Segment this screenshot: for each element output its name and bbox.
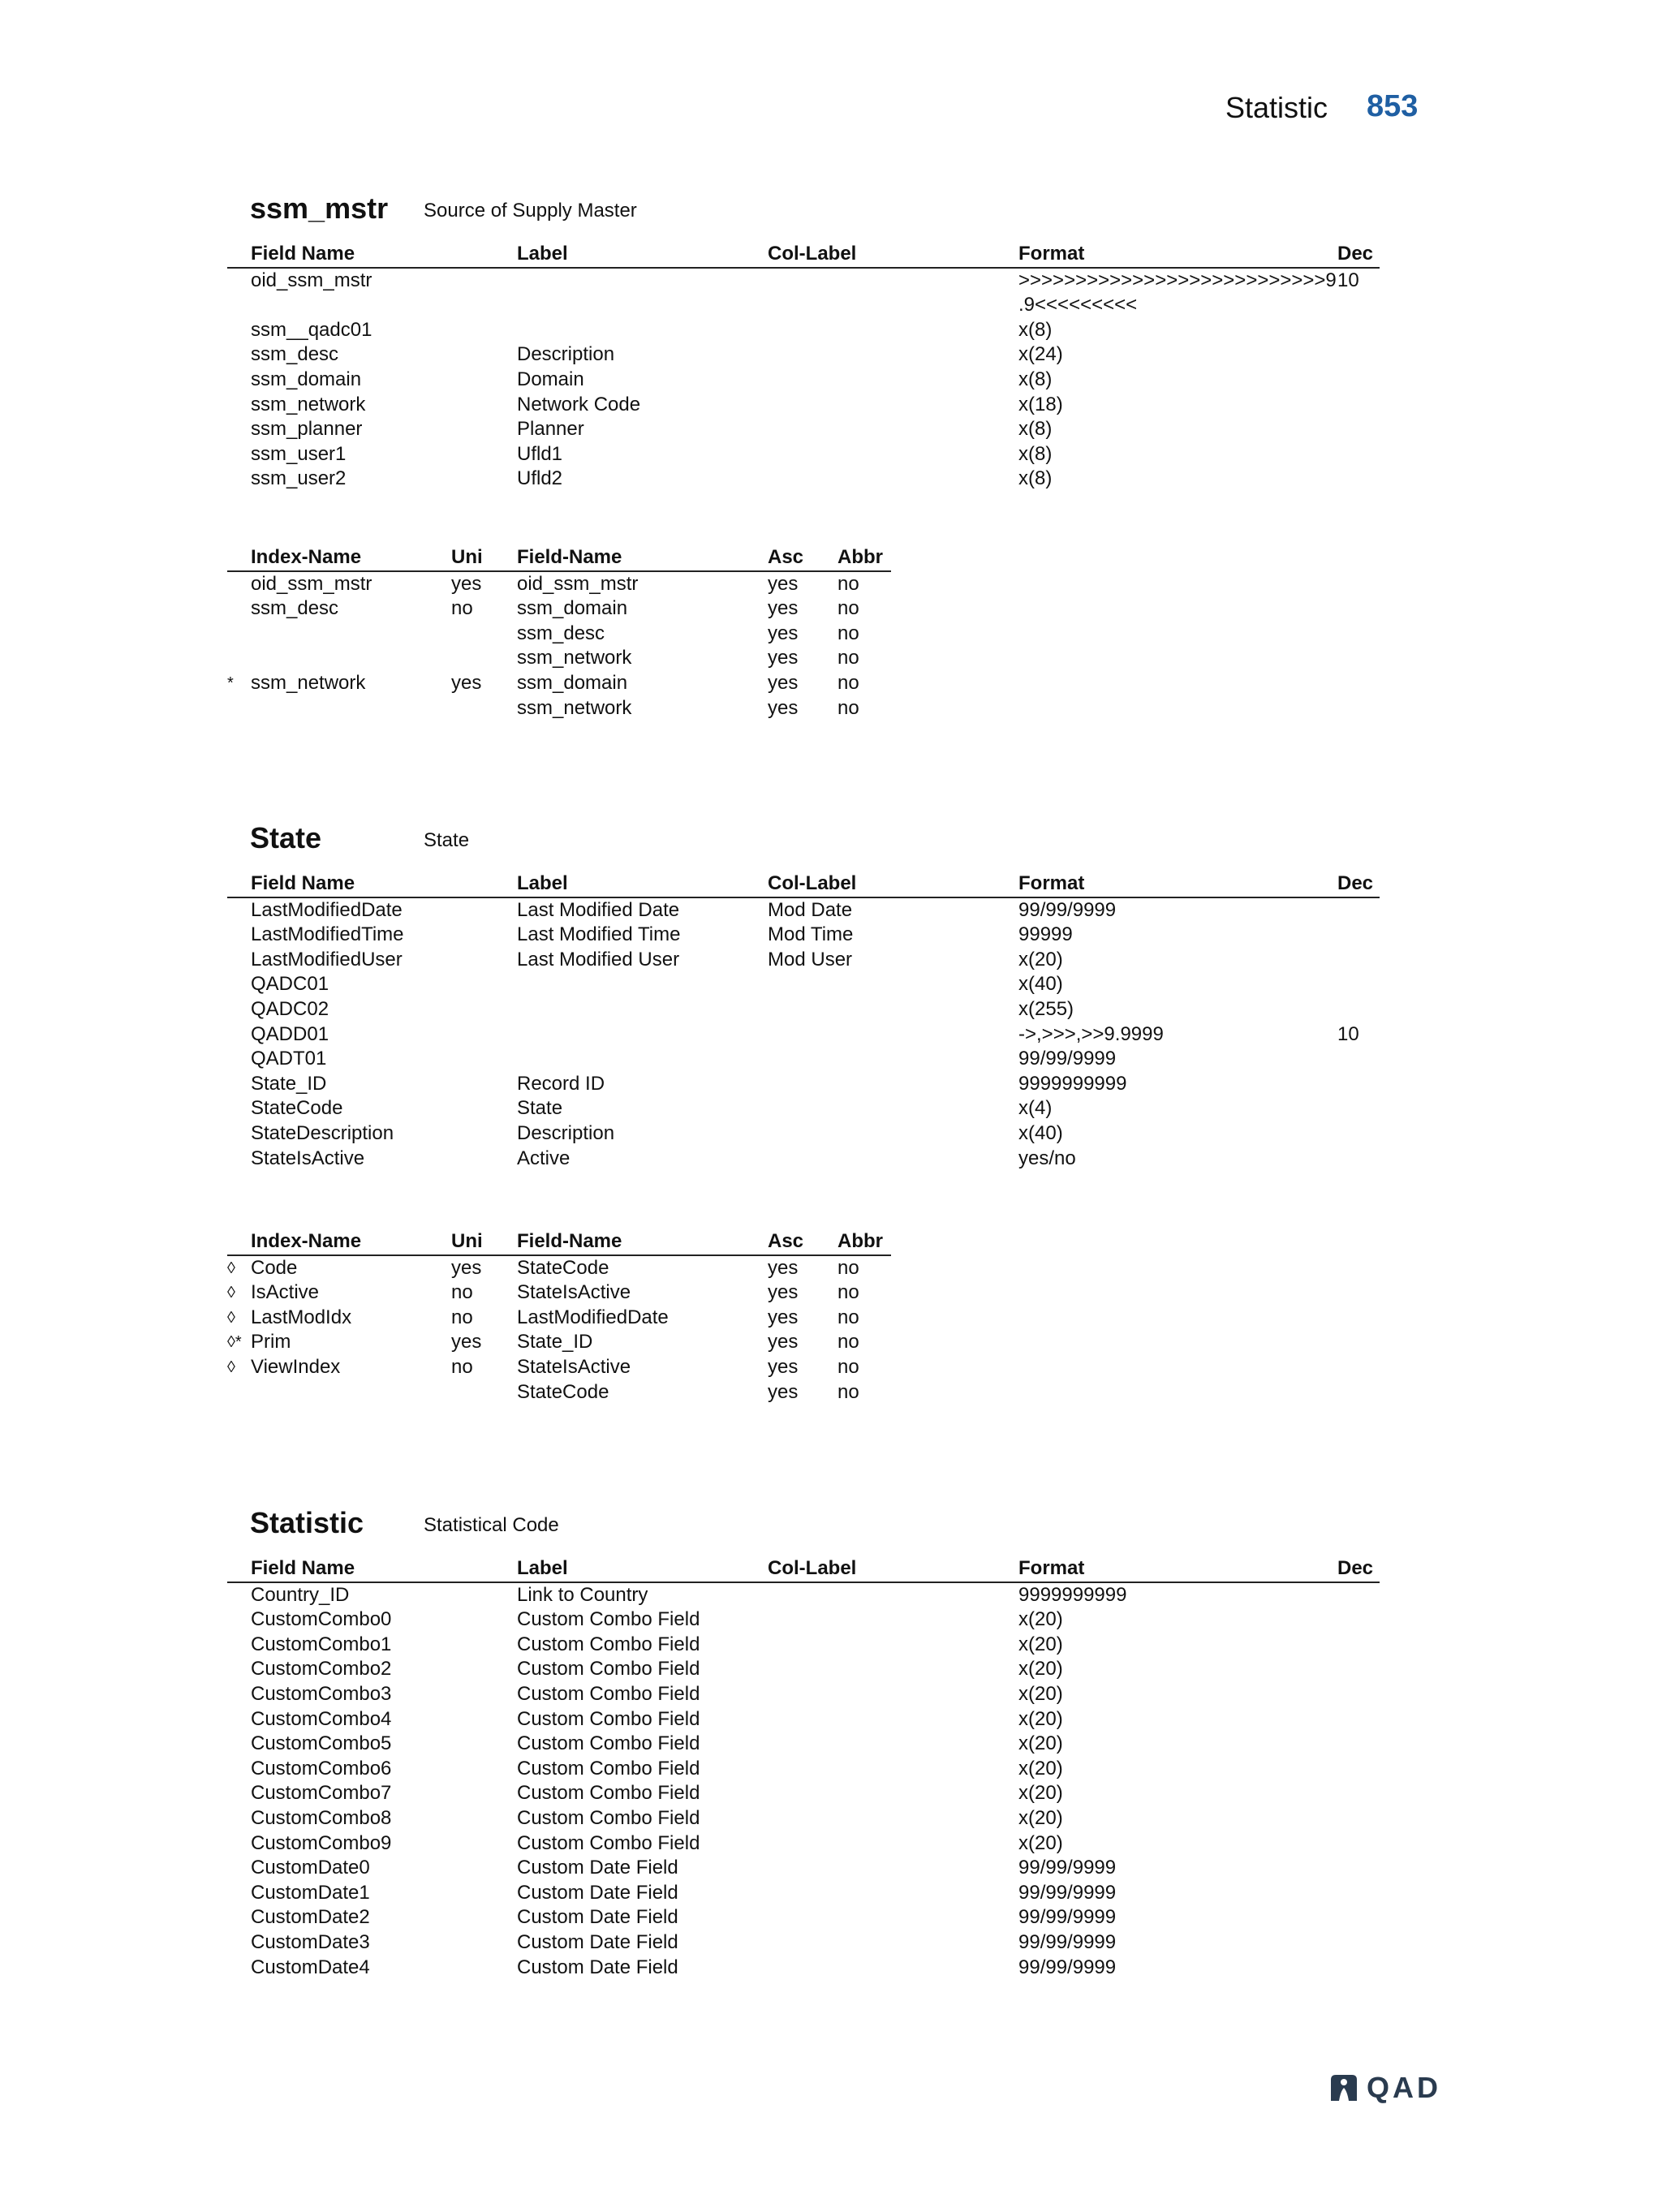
- index-abbr: no: [837, 597, 859, 620]
- field-label: Custom Combo Field: [517, 1658, 700, 1681]
- field-label: Domain: [517, 368, 584, 390]
- header-uni: Uni: [451, 546, 483, 568]
- table-row: [227, 572, 891, 597]
- field-name: CustomCombo8: [251, 1806, 392, 1829]
- index-asc: yes: [768, 572, 799, 595]
- index-field-name: StateCode: [517, 1380, 609, 1403]
- index-field-name: ssm_domain: [517, 671, 628, 694]
- index-asc: yes: [768, 1256, 799, 1279]
- index-table: [227, 1229, 891, 1405]
- field-format: >>>>>>>>>>>>>>>>>>>>>>>>>>>9: [1018, 269, 1337, 291]
- table-row: [227, 696, 891, 721]
- field-label: Custom Date Field: [517, 1930, 678, 1953]
- field-table: [227, 242, 1380, 492]
- field-name: CustomDate3: [251, 1930, 370, 1953]
- table-row: [227, 1881, 1380, 1906]
- index-field-name: ssm_domain: [517, 597, 628, 620]
- field-table: [227, 871, 1380, 1171]
- field-format: x(4): [1018, 1097, 1053, 1120]
- field-label: Custom Date Field: [517, 1881, 678, 1904]
- header-abbr: Abbr: [837, 1230, 883, 1252]
- index-asc: yes: [768, 1281, 799, 1304]
- field-label: Record ID: [517, 1072, 605, 1095]
- table-row: [227, 1072, 1380, 1097]
- index-asc: yes: [768, 597, 799, 620]
- field-label: Link to Country: [517, 1583, 648, 1606]
- field-label: Custom Combo Field: [517, 1682, 700, 1705]
- index-name: LastModIdx: [251, 1306, 352, 1328]
- header-field-name: Field Name: [251, 872, 355, 894]
- field-table: [227, 1556, 1380, 1980]
- field-format: x(24): [1018, 343, 1063, 366]
- header-format: Format: [1018, 872, 1085, 894]
- index-unique: yes: [451, 1256, 482, 1279]
- header-label: Label: [517, 1557, 568, 1579]
- table-row: [227, 1380, 891, 1405]
- index-abbr: no: [837, 622, 859, 644]
- field-format: x(20): [1018, 1682, 1063, 1705]
- table-row: [227, 442, 1380, 467]
- field-name: CustomCombo4: [251, 1707, 392, 1730]
- header-index-name: Index-Name: [251, 1230, 362, 1252]
- index-field-name: LastModifiedDate: [517, 1306, 669, 1328]
- table-description: Statistical Code: [424, 1514, 559, 1536]
- table-header-row: [227, 1556, 1380, 1583]
- index-asc: yes: [768, 1306, 799, 1328]
- field-name: CustomCombo0: [251, 1608, 392, 1631]
- field-format: x(20): [1018, 1782, 1063, 1805]
- header-dec: Dec: [1337, 872, 1374, 894]
- index-marker: ◊: [227, 1284, 235, 1302]
- index-name: ViewIndex: [251, 1355, 341, 1378]
- table-row: [227, 1781, 1380, 1806]
- table-row: [227, 948, 1380, 973]
- field-label: Planner: [517, 418, 584, 441]
- field-format: .9<<<<<<<<<: [1018, 294, 1138, 316]
- table-row: [227, 997, 1380, 1022]
- field-format: x(20): [1018, 1633, 1063, 1655]
- field-label: Network Code: [517, 393, 641, 415]
- header-field-name: Field Name: [251, 1557, 355, 1579]
- index-unique: no: [451, 597, 473, 620]
- header-field-name: Field-Name: [517, 546, 622, 568]
- field-label: Custom Combo Field: [517, 1782, 700, 1805]
- index-unique: no: [451, 1281, 473, 1304]
- header-col-label: Col-Label: [768, 1557, 857, 1579]
- table-row: [227, 1121, 1380, 1147]
- table-row: [227, 646, 891, 671]
- table-row: [227, 898, 1380, 923]
- field-format: x(255): [1018, 997, 1074, 1020]
- index-unique: yes: [451, 1331, 482, 1353]
- index-field-name: State_ID: [517, 1331, 593, 1353]
- index-asc: yes: [768, 1355, 799, 1378]
- table-row: [227, 1682, 1380, 1707]
- field-name: ssm_user1: [251, 442, 347, 465]
- field-label: Active: [517, 1147, 571, 1169]
- field-name: CustomCombo6: [251, 1757, 392, 1779]
- header-dec: Dec: [1337, 243, 1374, 265]
- field-format: 99/99/9999: [1018, 1857, 1117, 1879]
- index-abbr: no: [837, 1281, 859, 1304]
- field-name: ssm_network: [251, 393, 366, 415]
- index-asc: yes: [768, 1331, 799, 1353]
- field-name: LastModifiedUser: [251, 948, 403, 970]
- index-name: oid_ssm_mstr: [251, 572, 372, 595]
- table-row: [227, 596, 891, 622]
- field-name: QADC01: [251, 973, 329, 996]
- field-format: x(20): [1018, 1707, 1063, 1730]
- field-label: Custom Combo Field: [517, 1732, 700, 1755]
- table-row: [227, 1657, 1380, 1682]
- index-abbr: no: [837, 671, 859, 694]
- field-label: Custom Date Field: [517, 1857, 678, 1879]
- field-format: 99/99/9999: [1018, 1881, 1117, 1904]
- table-header-row: [227, 545, 891, 572]
- field-name: ssm__qadc01: [251, 318, 372, 341]
- index-marker: ◊: [227, 1259, 235, 1277]
- field-format: x(20): [1018, 948, 1063, 970]
- index-field-name: StateCode: [517, 1256, 609, 1279]
- running-header-title: Statistic: [1225, 91, 1328, 124]
- table-row: [227, 1583, 1380, 1608]
- field-format: 99999: [1018, 923, 1073, 946]
- index-name: Code: [251, 1256, 298, 1279]
- field-format: x(20): [1018, 1658, 1063, 1681]
- index-marker: *: [227, 673, 234, 692]
- field-format: 9999999999: [1018, 1072, 1127, 1095]
- field-name: QADD01: [251, 1022, 329, 1045]
- field-label: Custom Combo Field: [517, 1831, 700, 1854]
- index-field-name: ssm_network: [517, 696, 632, 719]
- header-label: Label: [517, 243, 568, 265]
- table-row: [227, 293, 1380, 318]
- table-row: [227, 1355, 891, 1380]
- table-row: [227, 417, 1380, 442]
- field-label: Last Modified Date: [517, 898, 680, 921]
- table-row: [227, 1633, 1380, 1658]
- page-number: 853: [1367, 89, 1419, 123]
- index-abbr: no: [837, 1331, 859, 1353]
- index-name: ssm_network: [251, 671, 366, 694]
- index-unique: yes: [451, 572, 482, 595]
- header-asc: Asc: [768, 546, 804, 568]
- field-name: CustomCombo2: [251, 1658, 392, 1681]
- field-name: LastModifiedTime: [251, 923, 404, 946]
- field-format: ->,>>>,>>9.9999: [1018, 1022, 1164, 1045]
- field-format: x(20): [1018, 1757, 1063, 1779]
- field-col-label: Mod Date: [768, 898, 853, 921]
- logo-text: QAD: [1367, 2071, 1441, 2104]
- index-name: IsActive: [251, 1281, 320, 1304]
- field-name: ssm_planner: [251, 418, 363, 441]
- field-format: 9999999999: [1018, 1583, 1127, 1606]
- index-name: Prim: [251, 1331, 291, 1353]
- table-row: [227, 972, 1380, 997]
- table-row: [227, 318, 1380, 343]
- index-unique: yes: [451, 671, 482, 694]
- table-row: [227, 1930, 1380, 1956]
- header-col-label: Col-Label: [768, 872, 857, 894]
- index-marker: ◊*: [227, 1333, 242, 1352]
- table-row: [227, 1956, 1380, 1981]
- table-row: [227, 467, 1380, 492]
- table-title: ssm_mstr: [250, 192, 389, 225]
- field-label: Last Modified User: [517, 948, 680, 970]
- field-label: Custom Combo Field: [517, 1633, 700, 1655]
- index-field-name: ssm_desc: [517, 622, 605, 644]
- table-row: [227, 1831, 1380, 1857]
- table-row: [227, 1856, 1380, 1881]
- field-label: Description: [517, 343, 615, 366]
- field-name: CustomCombo7: [251, 1782, 392, 1805]
- table-title: Statistic: [250, 1506, 364, 1539]
- index-asc: yes: [768, 1380, 799, 1403]
- header-index-name: Index-Name: [251, 546, 362, 568]
- field-name: QADT01: [251, 1048, 327, 1070]
- field-dec: 10: [1337, 1022, 1359, 1045]
- field-label: Custom Combo Field: [517, 1806, 700, 1829]
- index-abbr: no: [837, 1380, 859, 1403]
- field-format: x(20): [1018, 1831, 1063, 1854]
- field-name: CustomDate2: [251, 1906, 370, 1929]
- table-title: State: [250, 821, 322, 854]
- index-unique: no: [451, 1306, 473, 1328]
- field-name: CustomCombo1: [251, 1633, 392, 1655]
- header-format: Format: [1018, 1557, 1085, 1579]
- table-header-row: [227, 871, 1380, 898]
- table-row: [227, 1732, 1380, 1757]
- field-name: ssm_desc: [251, 343, 339, 366]
- field-name: StateIsActive: [251, 1147, 365, 1169]
- table-row: [227, 622, 891, 647]
- field-format: 99/99/9999: [1018, 1048, 1117, 1070]
- field-name: CustomCombo3: [251, 1682, 392, 1705]
- table-row: [227, 342, 1380, 368]
- header-abbr: Abbr: [837, 546, 883, 568]
- field-name: ssm_user2: [251, 467, 347, 490]
- field-label: Ufld2: [517, 467, 563, 490]
- field-format: x(8): [1018, 318, 1053, 341]
- header-asc: Asc: [768, 1230, 804, 1252]
- field-name: StateDescription: [251, 1121, 394, 1144]
- table-row: [227, 1256, 891, 1281]
- index-asc: yes: [768, 696, 799, 719]
- field-name: oid_ssm_mstr: [251, 269, 372, 291]
- field-name: CustomDate0: [251, 1857, 370, 1879]
- index-abbr: no: [837, 696, 859, 719]
- table-row: [227, 1096, 1380, 1121]
- table-row: [227, 1707, 1380, 1732]
- table-header-row: [227, 242, 1380, 269]
- field-format: x(40): [1018, 1121, 1063, 1144]
- field-dec: 10: [1337, 269, 1359, 291]
- index-name: ssm_desc: [251, 597, 339, 620]
- table-row: [227, 1806, 1380, 1831]
- header-label: Label: [517, 872, 568, 894]
- table-row: [227, 368, 1380, 393]
- index-table: [227, 545, 891, 721]
- header-uni: Uni: [451, 1230, 483, 1252]
- index-abbr: no: [837, 1256, 859, 1279]
- index-abbr: no: [837, 572, 859, 595]
- table-row: [227, 269, 1380, 294]
- table-row: [227, 393, 1380, 418]
- field-label: Custom Combo Field: [517, 1757, 700, 1779]
- index-field-name: StateIsActive: [517, 1355, 631, 1378]
- field-label: Custom Combo Field: [517, 1608, 700, 1631]
- field-format: 99/99/9999: [1018, 898, 1117, 921]
- qad-logo: [1328, 2070, 1449, 2106]
- table-row: [227, 1607, 1380, 1633]
- header-format: Format: [1018, 243, 1085, 265]
- index-unique: no: [451, 1355, 473, 1378]
- field-label: Custom Date Field: [517, 1906, 678, 1929]
- index-abbr: no: [837, 1355, 859, 1378]
- field-format: x(8): [1018, 418, 1053, 441]
- index-asc: yes: [768, 647, 799, 669]
- field-name: CustomDate4: [251, 1956, 370, 1978]
- field-format: x(20): [1018, 1608, 1063, 1631]
- field-col-label: Mod User: [768, 948, 853, 970]
- field-format: x(8): [1018, 368, 1053, 390]
- field-format: x(20): [1018, 1806, 1063, 1829]
- field-name: LastModifiedDate: [251, 898, 403, 921]
- table-row: [227, 1047, 1380, 1072]
- index-abbr: no: [837, 1306, 859, 1328]
- field-name: QADC02: [251, 997, 329, 1020]
- field-name: CustomCombo9: [251, 1831, 392, 1854]
- field-label: State: [517, 1097, 563, 1120]
- table-row: [227, 671, 891, 696]
- table-row: [227, 923, 1380, 948]
- field-label: Description: [517, 1121, 615, 1144]
- field-name: CustomCombo5: [251, 1732, 392, 1755]
- field-format: x(20): [1018, 1732, 1063, 1755]
- qad-logo-icon: [1328, 2072, 1360, 2104]
- field-col-label: Mod Time: [768, 923, 854, 946]
- table-row: [227, 1280, 891, 1306]
- field-name: State_ID: [251, 1072, 327, 1095]
- field-format: 99/99/9999: [1018, 1906, 1117, 1929]
- table-row: [227, 1147, 1380, 1172]
- table-row: [227, 1330, 891, 1355]
- field-name: Country_ID: [251, 1583, 350, 1606]
- field-label: Ufld1: [517, 442, 563, 465]
- field-format: 99/99/9999: [1018, 1930, 1117, 1953]
- table-row: [227, 1022, 1380, 1048]
- index-marker: ◊: [227, 1358, 235, 1376]
- table-description: Source of Supply Master: [424, 200, 637, 222]
- field-format: x(8): [1018, 467, 1053, 490]
- index-asc: yes: [768, 622, 799, 644]
- index-field-name: oid_ssm_mstr: [517, 572, 639, 595]
- table-description: State: [424, 829, 470, 851]
- header-field-name: Field Name: [251, 243, 355, 265]
- field-format: yes/no: [1018, 1147, 1076, 1169]
- table-row: [227, 1757, 1380, 1782]
- table-row: [227, 1306, 891, 1331]
- field-label: Last Modified Time: [517, 923, 681, 946]
- field-format: x(8): [1018, 442, 1053, 465]
- table-row: [227, 1905, 1380, 1930]
- index-marker: ◊: [227, 1308, 235, 1327]
- header-col-label: Col-Label: [768, 243, 857, 265]
- header-field-name: Field-Name: [517, 1230, 622, 1252]
- index-abbr: no: [837, 647, 859, 669]
- header-dec: Dec: [1337, 1557, 1374, 1579]
- table-header-row: [227, 1229, 891, 1256]
- index-field-name: StateIsActive: [517, 1281, 631, 1304]
- field-label: Custom Combo Field: [517, 1707, 700, 1730]
- index-asc: yes: [768, 671, 799, 694]
- field-label: Custom Date Field: [517, 1956, 678, 1978]
- field-format: x(40): [1018, 973, 1063, 996]
- field-name: StateCode: [251, 1097, 343, 1120]
- field-format: x(18): [1018, 393, 1063, 415]
- field-format: 99/99/9999: [1018, 1956, 1117, 1978]
- field-name: CustomDate1: [251, 1881, 370, 1904]
- index-field-name: ssm_network: [517, 647, 632, 669]
- field-name: ssm_domain: [251, 368, 362, 390]
